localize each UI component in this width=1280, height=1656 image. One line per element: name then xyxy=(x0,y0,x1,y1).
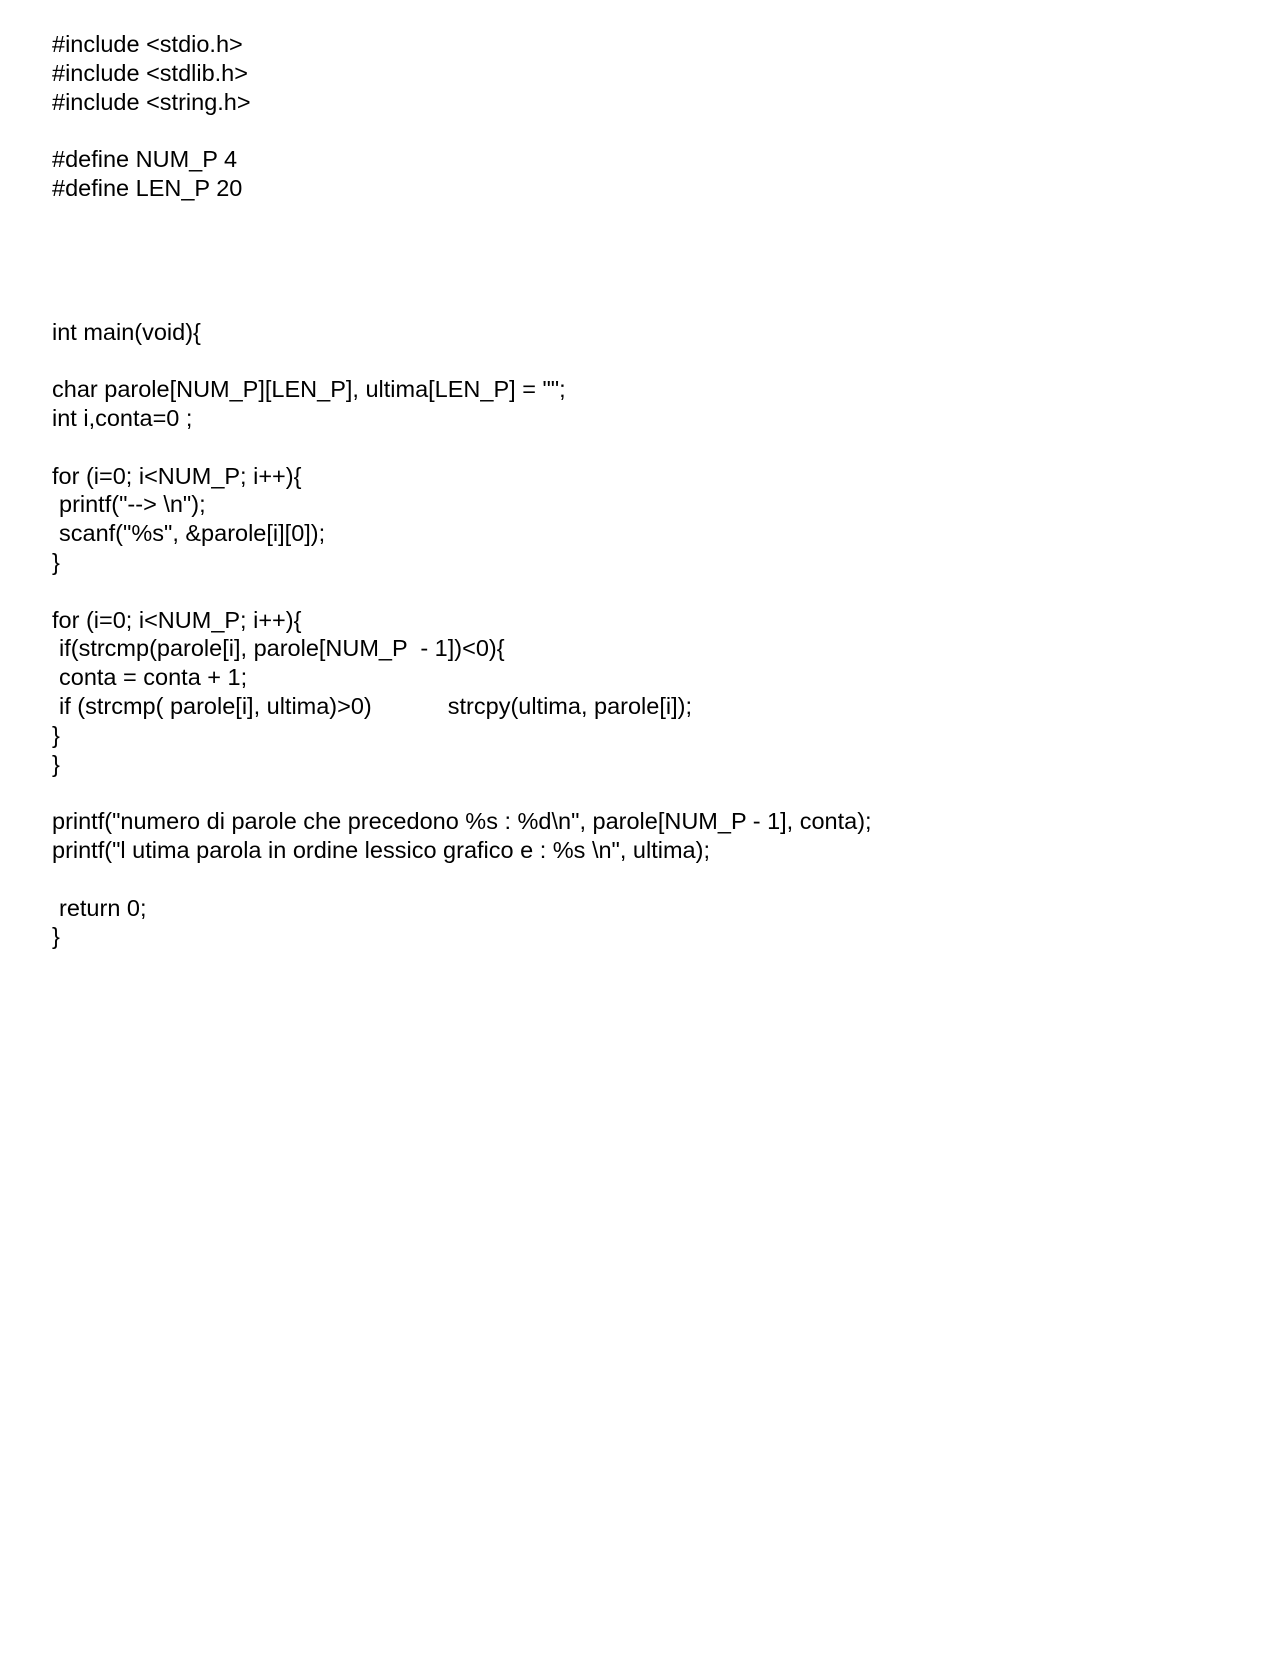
code-line: for (i=0; i<NUM_P; i++){ xyxy=(52,606,302,633)
code-line: int i,conta=0 ; xyxy=(52,404,193,431)
code-fragment: if (strcmp( parole[i], ultima)>0) xyxy=(59,692,372,719)
blank-line xyxy=(52,116,1232,145)
code-line: #define NUM_P 4 xyxy=(52,146,238,173)
code-line: } xyxy=(52,750,60,777)
code-line: printf("numero di parole che precedono %s : %d\n", parole[NUM_P - 1], conta); xyxy=(52,808,872,835)
code-line: char parole[NUM_P][LEN_P], ultima[LEN_P] = ""; xyxy=(52,376,566,403)
blank-line xyxy=(52,289,1232,318)
blank-gap xyxy=(52,203,1232,289)
blank-line xyxy=(52,577,1232,606)
code-line: #include <string.h> xyxy=(52,88,251,115)
code-line: } xyxy=(52,923,60,950)
code-line: #define LEN_P 20 xyxy=(52,174,243,201)
code-line: if(strcmp(parole[i], parole[NUM_P - 1])<0){ xyxy=(59,635,505,662)
code-line: printf("l utima parola in ordine lessico grafico e : %s \n", ultima); xyxy=(52,836,710,863)
code-line: #include <stdlib.h> xyxy=(52,59,248,86)
code-line: } xyxy=(52,721,60,748)
code-line: scanf("%s", &parole[i][0]); xyxy=(59,520,326,547)
code-line: conta = conta + 1; xyxy=(59,664,248,691)
blank-line xyxy=(52,433,1232,462)
blank-line xyxy=(52,865,1232,894)
code-listing xyxy=(52,30,1232,951)
code-line: #include <stdio.h> xyxy=(52,31,243,57)
code-line xyxy=(52,692,1232,721)
blank-line xyxy=(52,778,1232,807)
code-fragment: strcpy(ultima, parole[i]); xyxy=(447,692,692,719)
code-line: } xyxy=(52,548,60,575)
blank-line xyxy=(52,346,1232,375)
code-line: for (i=0; i<NUM_P; i++){ xyxy=(52,462,302,489)
code-line: printf("--> \n"); xyxy=(59,491,206,518)
code-line: int main(void){ xyxy=(52,318,201,345)
code-line: return 0; xyxy=(59,894,147,921)
